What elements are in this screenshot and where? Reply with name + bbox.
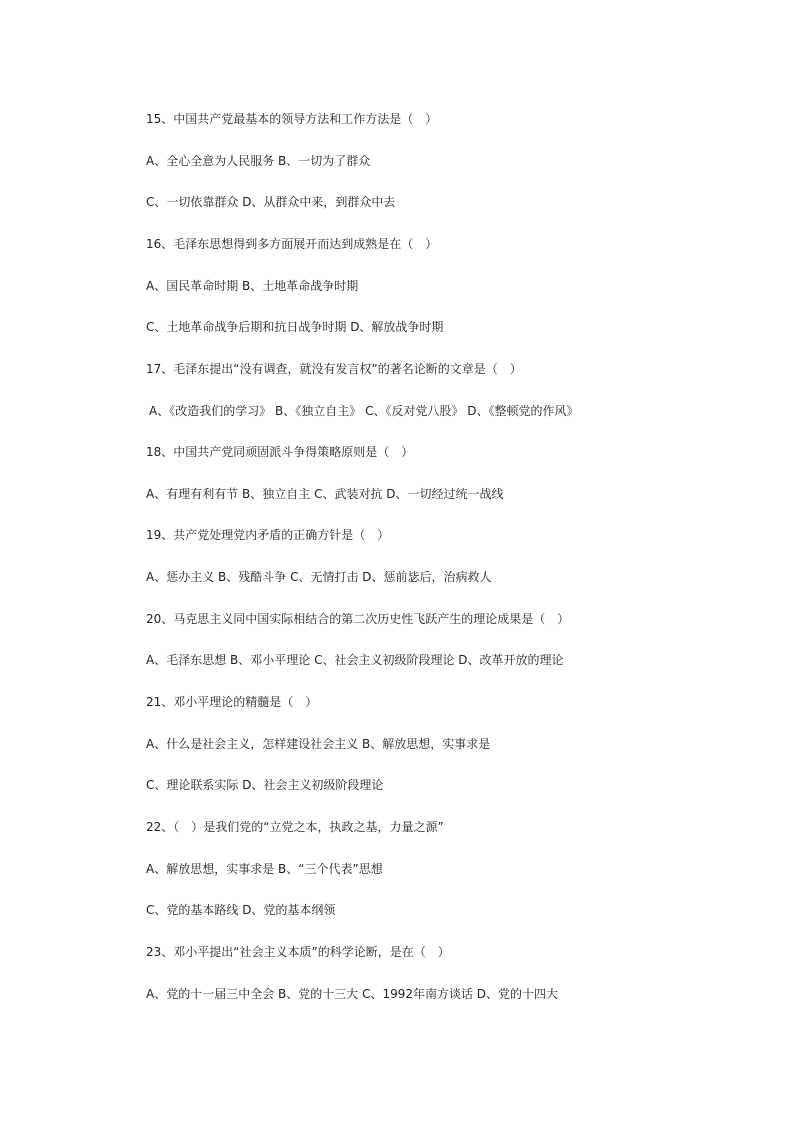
question-21-options-ab: A、什么是社会主义，怎样建设社会主义 B、解放思想，实事求是 — [146, 737, 491, 751]
question-17-options: A、《改造我们的学习》 B、《独立自主》 C、《反对党八股》 D、《整顿党的作风》 — [149, 404, 579, 418]
question-21-options-cd: C、理论联系实际 D、社会主义初级阶段理论 — [146, 778, 384, 792]
question-23: 23、邓小平提出“社会主义本质”的科学论断，是在（ ） — [146, 945, 450, 959]
question-15-options-ab: A、全心全意为人民服务 B、一切为了群众 — [146, 154, 371, 168]
question-16-options-ab: A、国民革命时期 B、土地革命战争时期 — [146, 279, 359, 293]
question-15: 15、中国共产党最基本的领导方法和工作方法是（ ） — [146, 112, 438, 126]
question-19: 19、共产党处理党内矛盾的正确方针是（ ） — [146, 528, 390, 542]
question-15-options-cd: C、一切依靠群众 D、从群众中来，到群众中去 — [146, 195, 396, 209]
question-16: 16、毛泽东思想得到多方面展开而达到成熟是在（ ） — [146, 237, 438, 251]
question-18-options: A、有理有利有节 B、独立自主 C、武装对抗 D、一切经过统一战线 — [146, 487, 504, 501]
question-21: 21、邓小平理论的精髓是（ ） — [146, 695, 318, 709]
question-16-options-cd: C、土地革命战争后期和抗日战争时期 D、解放战争时期 — [146, 320, 444, 334]
question-17: 17、毛泽东提出“没有调查，就没有发言权”的著名论断的文章是（ ） — [146, 362, 522, 376]
question-20-options: A、毛泽东思想 B、邓小平理论 C、社会主义初级阶段理论 D、改革开放的理论 — [146, 653, 564, 667]
question-22-options-ab: A、解放思想，实事求是 B、“三个代表”思想 — [146, 862, 383, 876]
question-19-options: A、惩办主义 B、残酷斗争 C、无情打击 D、惩前毖后，治病救人 — [146, 570, 492, 584]
question-22-options-cd: C、党的基本路线 D、党的基本纲领 — [146, 903, 336, 917]
question-22: 22、（ ）是我们党的“立党之本，执政之基，力量之源” — [146, 820, 444, 834]
question-23-options: A、党的十一届三中全会 B、党的十三大 C、1992年南方谈话 D、党的十四大 — [146, 987, 559, 1001]
question-20: 20、马克思主义同中国实际相结合的第二次历史性飞跃产生的理论成果是（ ） — [146, 612, 570, 626]
question-18: 18、中国共产党同顽固派斗争得策略原则是（ ） — [146, 445, 414, 459]
